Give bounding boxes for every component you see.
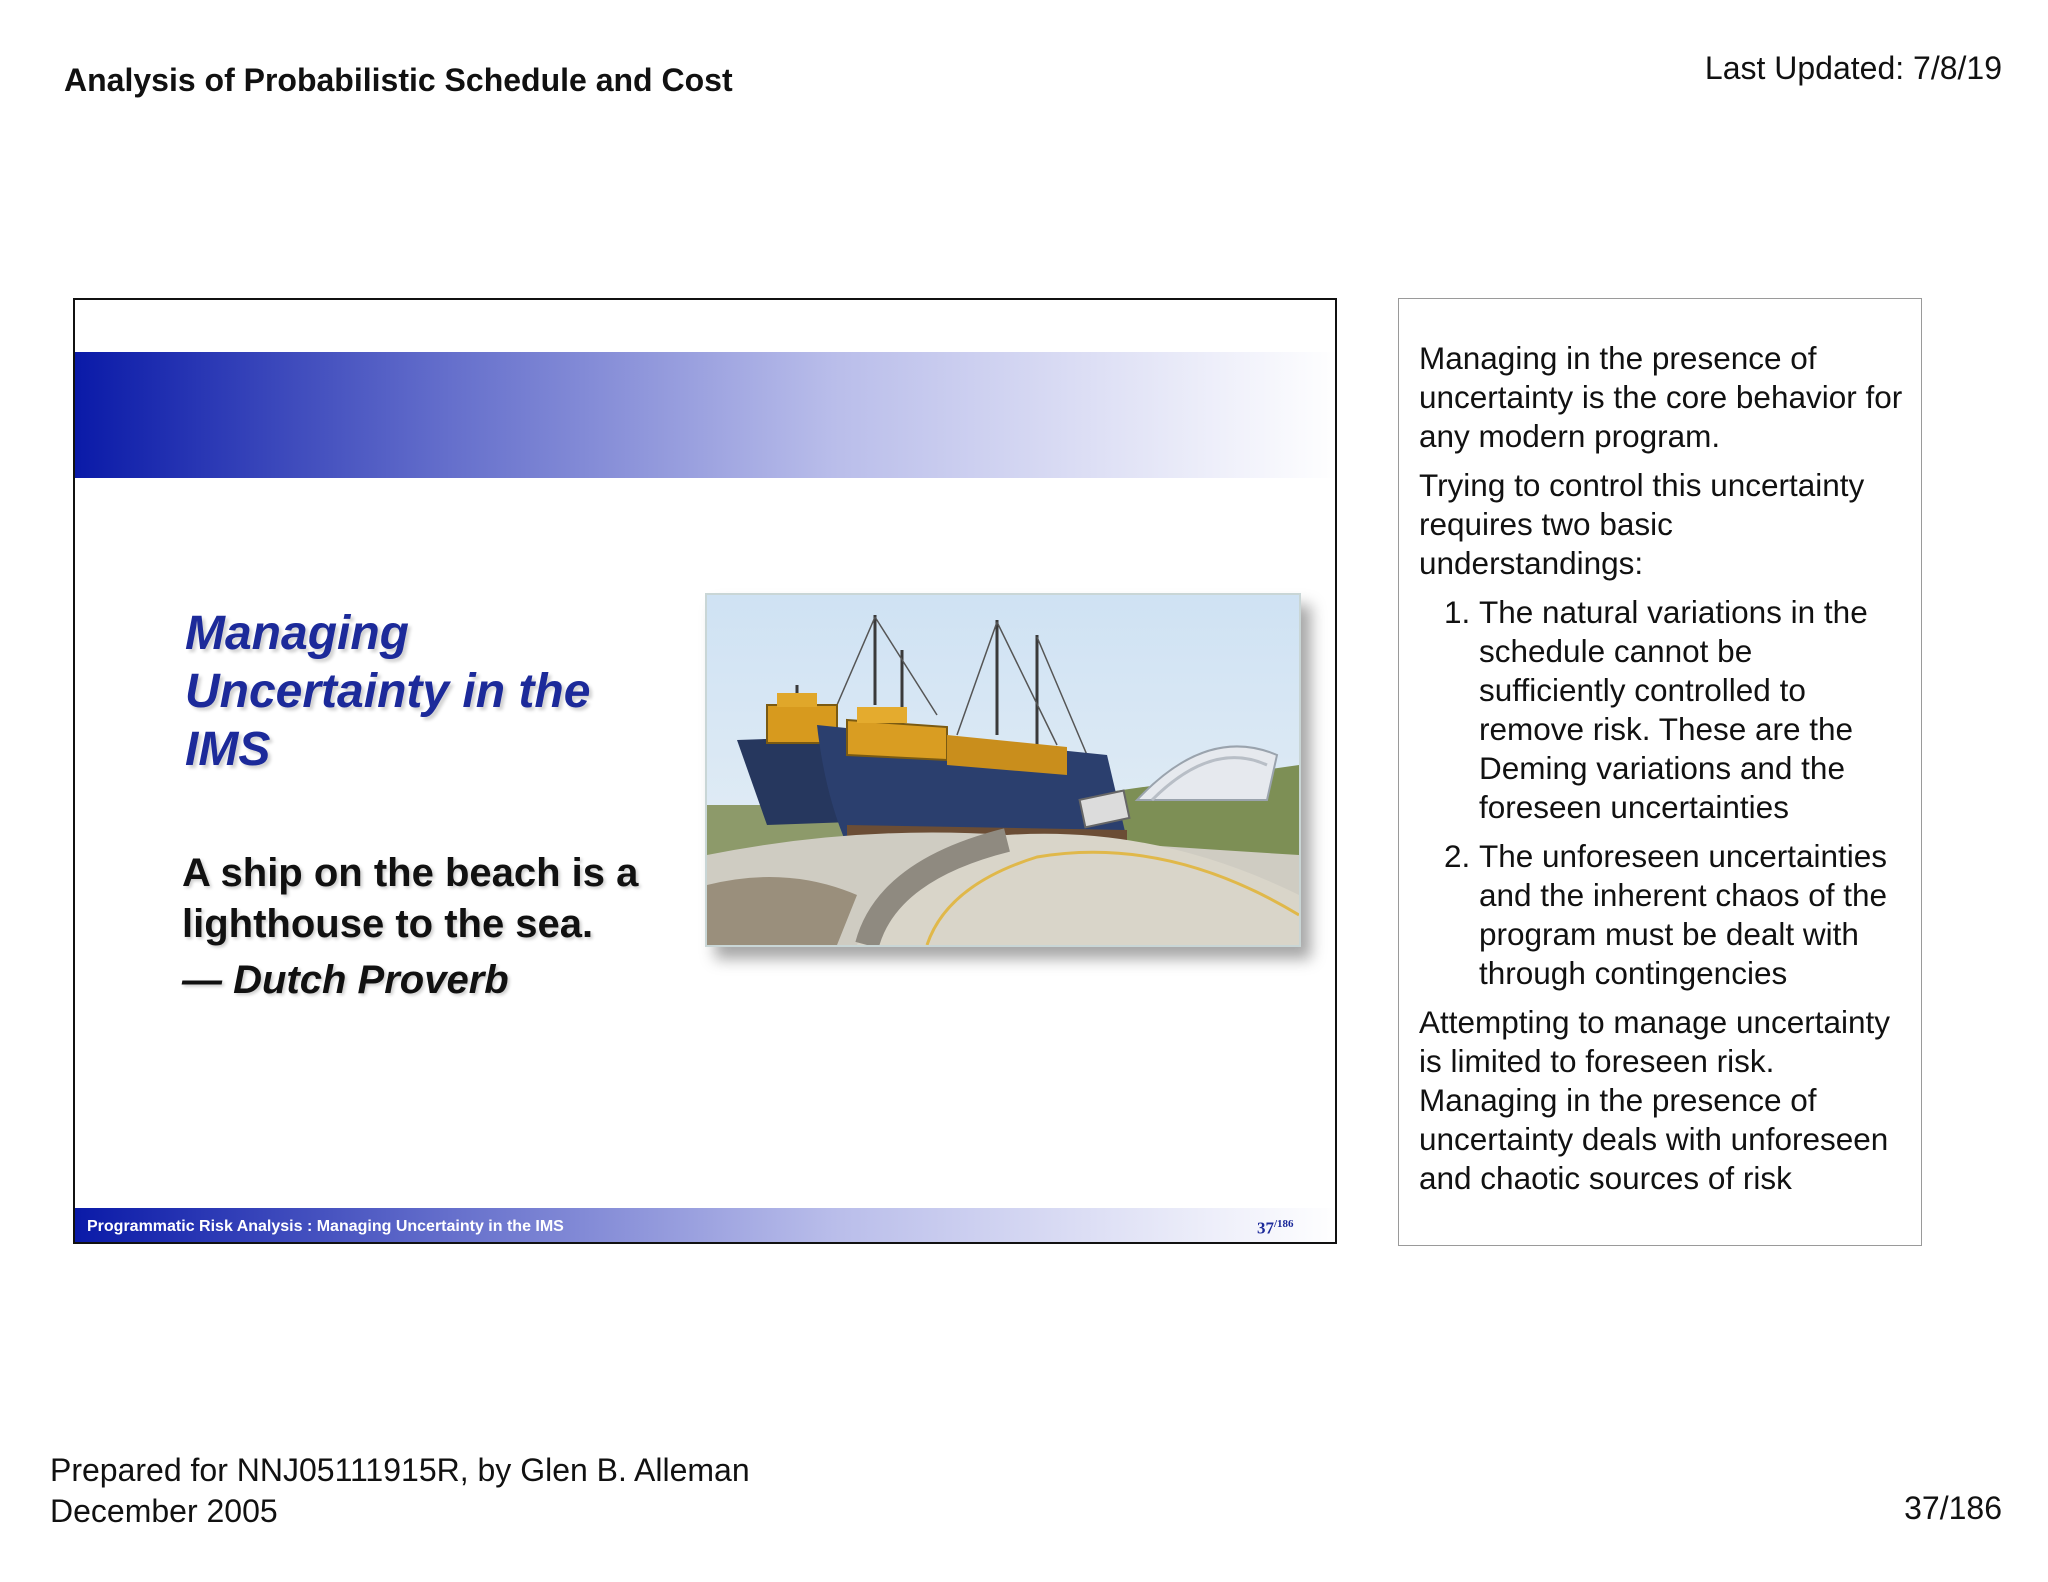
- quote-attribution: — Dutch Proverb: [182, 958, 509, 1002]
- notes-list-item-1: 1. The natural variations in the schedule cannot be sufficiently controlled to remove risk. These are the Deming variations and the foreseen uncertainties: [1479, 593, 1903, 827]
- notes-list-item-2: 2. The unforeseen uncertainties and the inherent chaos of the program must be dealt with through contingencies: [1479, 837, 1903, 993]
- document-title: Analysis of Probabilistic Schedule and Cost: [64, 62, 733, 98]
- notes-paragraph-1: Managing in the presence of uncertainty is the core behavior for any modern program.: [1419, 340, 1903, 454]
- speaker-notes: [1398, 298, 1922, 1246]
- slide-heading: Managing Uncertainty in the IMS: [185, 607, 591, 776]
- slide-thumbnail: [73, 298, 1337, 1244]
- slide-footer-text: Programmatic Risk Analysis : Managing Uncertainty in the IMS: [87, 1218, 564, 1235]
- notes-list: [1419, 593, 1903, 993]
- slide-page-number: [1257, 1218, 1294, 1239]
- notes-paragraph-2: Trying to control this uncertainty requires two basic understandings:: [1419, 467, 1865, 581]
- slide-page-current: 37: [1257, 1218, 1274, 1238]
- slide-header-band: [75, 352, 1337, 478]
- slide-page-total: /186: [1274, 1218, 1294, 1230]
- last-updated: Last Updated: 7/8/19: [1704, 50, 2002, 86]
- beached-ships-photo: [705, 593, 1301, 947]
- prepared-line-1: Prepared for NNJ05111915R, by Glen B. Alleman: [50, 1452, 750, 1488]
- prepared-for: [50, 1450, 750, 1532]
- slide-quote: A ship on the beach is a lighthouse to the sea.: [182, 851, 639, 946]
- page-number: 37/186: [1904, 1490, 2002, 1526]
- notes-paragraph-3: Attempting to manage uncertainty is limited to foreseen risk. Managing in the presence of uncertainty deals with unforeseen and chaotic sources of risk: [1419, 1004, 1891, 1196]
- ship-illustration: [707, 595, 1299, 945]
- prepared-line-2: December 2005: [50, 1493, 278, 1529]
